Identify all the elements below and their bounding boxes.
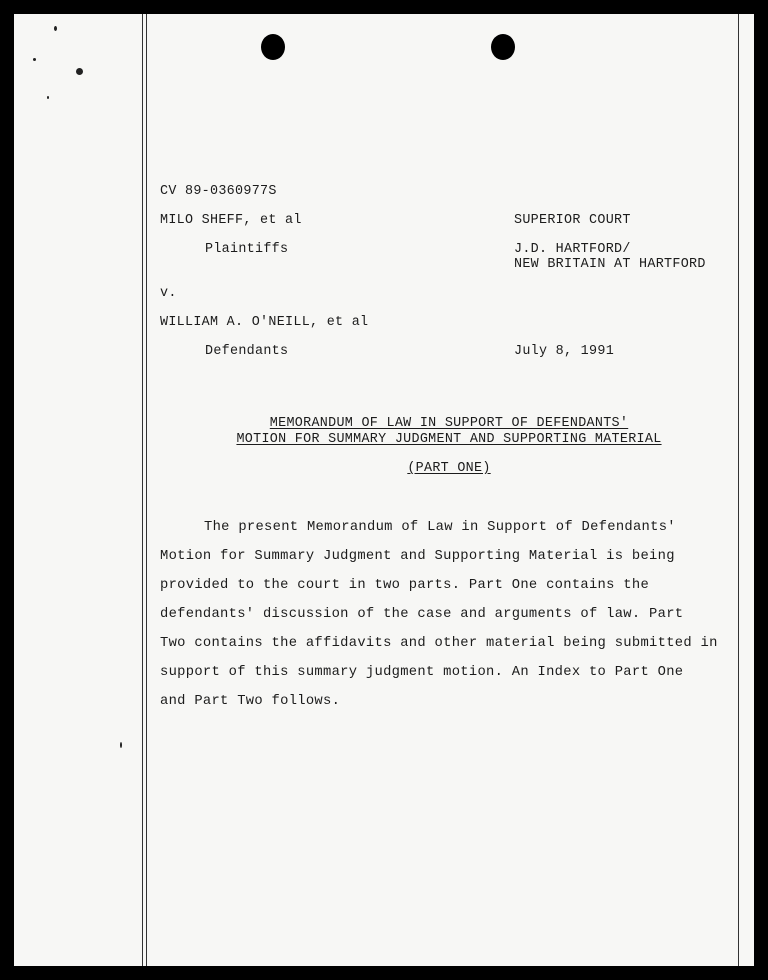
body-line: The present Memorandum of Law in Support of Defendants' xyxy=(204,520,676,535)
body-line: and Part Two follows. xyxy=(160,694,341,709)
case-number: CV 89-0360977S xyxy=(160,184,277,199)
defendant-role: Defendants xyxy=(205,344,289,359)
body-line: provided to the court in two parts. Part One contains the xyxy=(160,578,650,593)
filing-date: July 8, 1991 xyxy=(514,344,615,359)
body-line: defendants' discussion of the case and arguments of law. Part xyxy=(160,607,684,622)
document-title-2 xyxy=(14,432,754,448)
plaintiff-role: Plaintiffs xyxy=(205,242,289,257)
body-line: Motion for Summary Judgment and Supporting Material is being xyxy=(160,549,675,564)
margin-line-right xyxy=(738,14,739,966)
title-line-1: MEMORANDUM OF LAW IN SUPPORT OF DEFENDANTS' xyxy=(269,416,629,431)
plaintiff-name: MILO SHEFF, et al xyxy=(160,213,302,228)
court-district-line1: J.D. HARTFORD/ xyxy=(514,242,631,257)
title-line-2: MOTION FOR SUMMARY JUDGMENT AND SUPPORTING MATERIAL xyxy=(236,432,662,447)
versus: v. xyxy=(160,286,177,301)
document-subtitle xyxy=(14,461,754,477)
court-name: SUPERIOR COURT xyxy=(514,213,631,228)
punch-hole-right xyxy=(491,34,515,60)
defendant-name: WILLIAM A. O'NEILL, et al xyxy=(160,315,369,330)
scan-speck xyxy=(47,96,49,99)
scan-speck xyxy=(120,742,122,748)
punch-hole-left xyxy=(261,34,285,60)
document-title xyxy=(14,416,754,432)
subtitle: (PART ONE) xyxy=(407,461,491,476)
body-line: support of this summary judgment motion. An Index to Part One xyxy=(160,665,684,680)
court-district-line2: NEW BRITAIN AT HARTFORD xyxy=(514,257,706,272)
scan-speck xyxy=(54,26,57,31)
margin-line-left-inner xyxy=(146,14,147,966)
scan-speck xyxy=(76,68,83,75)
body-line: Two contains the affidavits and other material being submitted in xyxy=(160,636,718,651)
scan-speck xyxy=(33,58,36,61)
margin-line-left-outer xyxy=(142,14,143,966)
document-page xyxy=(14,14,754,966)
